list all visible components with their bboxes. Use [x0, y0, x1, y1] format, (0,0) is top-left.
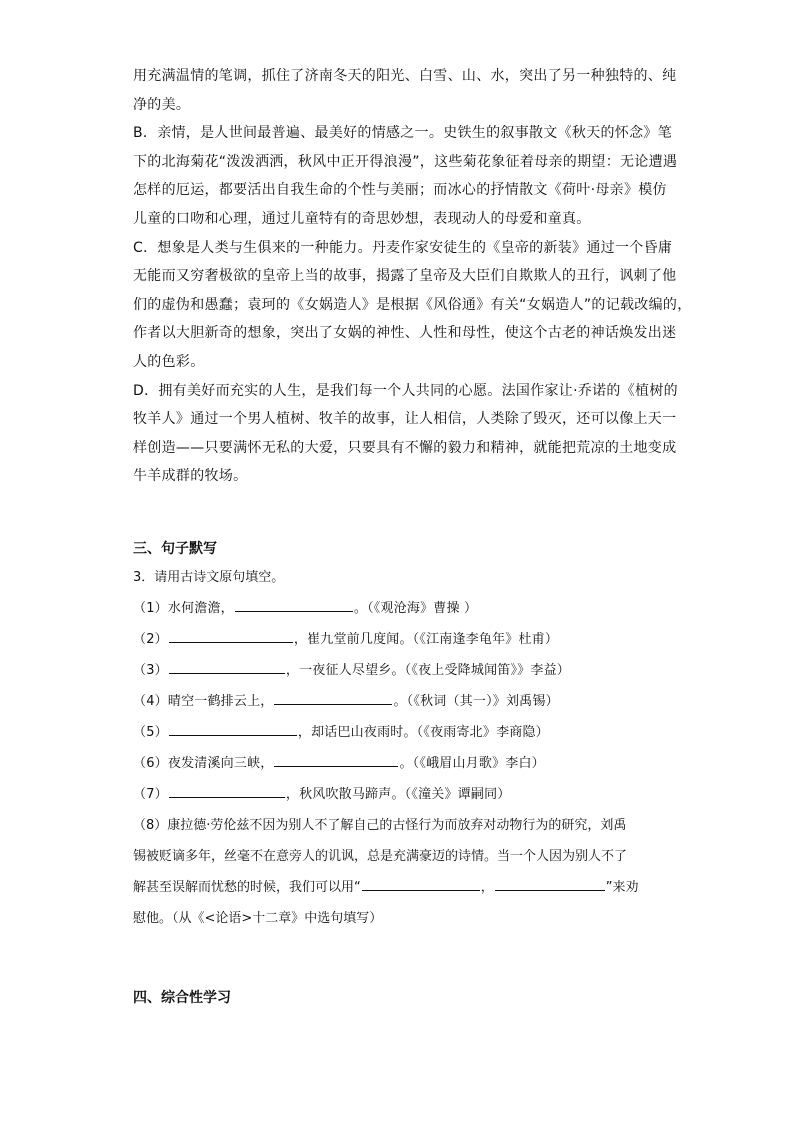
fill-item-6 — [133, 748, 663, 779]
text-line: 牛羊成群的牧场。 — [133, 468, 248, 485]
text-line: B．亲情，是人世间最普遍、最美好的情感之一。史铁生的叙事散文《秋天的怀念》笔 — [133, 125, 673, 142]
answer-blank[interactable] — [169, 783, 285, 798]
fill-item-1 — [133, 593, 663, 624]
text-line: 作者以大胆新奇的想象，突出了女娲的神性、人性和母性，使这个古老的神话焕发出迷 — [133, 325, 677, 342]
item-text: （4）晴空一鹤排云上， — [133, 693, 274, 709]
answer-blank[interactable] — [274, 690, 392, 705]
item-text: （6）夜发清溪向三峡， — [133, 755, 274, 771]
option-a-tail — [133, 62, 677, 119]
item-text: 解甚至误解而忧愁的时候，我们可以用“ — [133, 879, 361, 895]
fill-item-7 — [133, 779, 663, 810]
spacer — [133, 934, 663, 984]
option-d — [133, 377, 678, 491]
text-line: 慰他。（从《<论语>十二章》中选句填写） — [133, 910, 383, 926]
text-line: 净的美。 — [133, 96, 191, 113]
item-text: 。（《秋词（其一）》刘禹锡） — [393, 693, 559, 709]
item-text: （7） — [133, 786, 168, 802]
text-line: 儿童的口吻和心理，通过儿童特有的奇思妙想，表现动人的母爱和童真。 — [133, 210, 591, 227]
fill-item-2 — [133, 624, 663, 655]
answer-blank[interactable] — [274, 752, 398, 767]
option-c — [133, 234, 692, 377]
item-text: 。（《观沧海》曹操 ） — [353, 600, 478, 616]
question-prompt: 3．请用古诗文原句填空。 — [133, 569, 285, 585]
item-text: ，一夜征人尽望乡。（《夜上受降城闻笛》》李益） — [285, 662, 570, 678]
text-line: 用充满温情的笔调，抓住了济南冬天的阳光、白雪、山、水，突出了另一种独特的、纯 — [133, 68, 677, 84]
answer-blank[interactable] — [362, 876, 480, 891]
fill-item-3 — [133, 655, 663, 686]
text-line: 下的北海菊花“泼泼洒洒，秋风中正开得浪漫”，这些菊花象征着母亲的期望：无论遭遇 — [133, 153, 678, 170]
item-text: 。（《峨眉山月歌》李白） — [399, 755, 545, 771]
text-line: 怎样的厄运，都要活出自我生命的个性与美丽；而冰心的抒情散文《荷叶·母亲》模仿 — [133, 182, 667, 199]
fill-item-5 — [133, 717, 663, 748]
item-text: ， — [480, 879, 494, 895]
item-text: ，秋风吹散马蹄声。（《潼关》谭嗣同） — [285, 786, 511, 802]
item-text: ，却话巴山夜雨时。（《夜雨寄北》李商隐） — [297, 724, 549, 740]
text-line: 无能而又穷奢极欲的皇帝上当的故事，揭露了皇帝及大臣们自欺欺人的丑行，讽刺了他 — [133, 268, 677, 285]
fill-item-8 — [133, 810, 663, 934]
text-line: 样创造——只要满怀无私的大爱，只要具有不懈的毅力和精神，就能把荒凉的土地变成 — [133, 439, 677, 456]
text-line: D．拥有美好而充实的人生，是我们每一个人共同的心愿。法国作家让·乔诺的《植树的 — [133, 382, 678, 399]
text-line: 牧羊人》通过一个男人植树、牧羊的故事，让人相信，人类除了毁灭，还可以像上天一 — [133, 411, 677, 428]
text-line: （8）康拉德·劳伦兹不因为别人不了解自己的古怪行为而放弃对动物行为的研究，刘禹 — [133, 817, 627, 833]
item-text: （2） — [133, 631, 168, 647]
text-line: C．想象是人类与生俱来的一种能力。丹麦作家安徒生的《皇帝的新装》通过一个昏庸 — [133, 239, 673, 256]
text-line: 人的色彩。 — [133, 353, 205, 370]
spacer — [133, 491, 663, 535]
option-b — [133, 119, 678, 233]
document-page — [133, 62, 692, 1012]
answer-blank[interactable] — [169, 628, 293, 643]
answer-blank[interactable] — [495, 876, 605, 891]
answer-blank[interactable] — [169, 721, 297, 736]
item-text: （3） — [133, 662, 168, 678]
text-line — [133, 872, 663, 903]
item-text: ”来劝 — [605, 879, 639, 895]
item-text: （5） — [133, 724, 168, 740]
answer-blank[interactable] — [235, 597, 353, 612]
item-text: （1）水何澹澹， — [133, 600, 234, 616]
section-title: 三、句子默写 — [133, 540, 217, 557]
text-line: 锡被贬谪多年，丝毫不在意旁人的讥讽，总是充满豪迈的诗情。当一个人因为别人不了 — [133, 848, 628, 864]
fill-item-4 — [133, 686, 663, 717]
answer-blank[interactable] — [169, 659, 285, 674]
text-line: 们的虚伪和愚蠢；袁珂的《女娲造人》是根据《风俗通》有关“女娲造人”的记载改编的， — [133, 296, 692, 313]
section-title: 四、综合性学习 — [133, 989, 231, 1006]
item-text: ，崔九堂前几度闻。（《江南逢李龟年》杜甫） — [293, 631, 559, 647]
